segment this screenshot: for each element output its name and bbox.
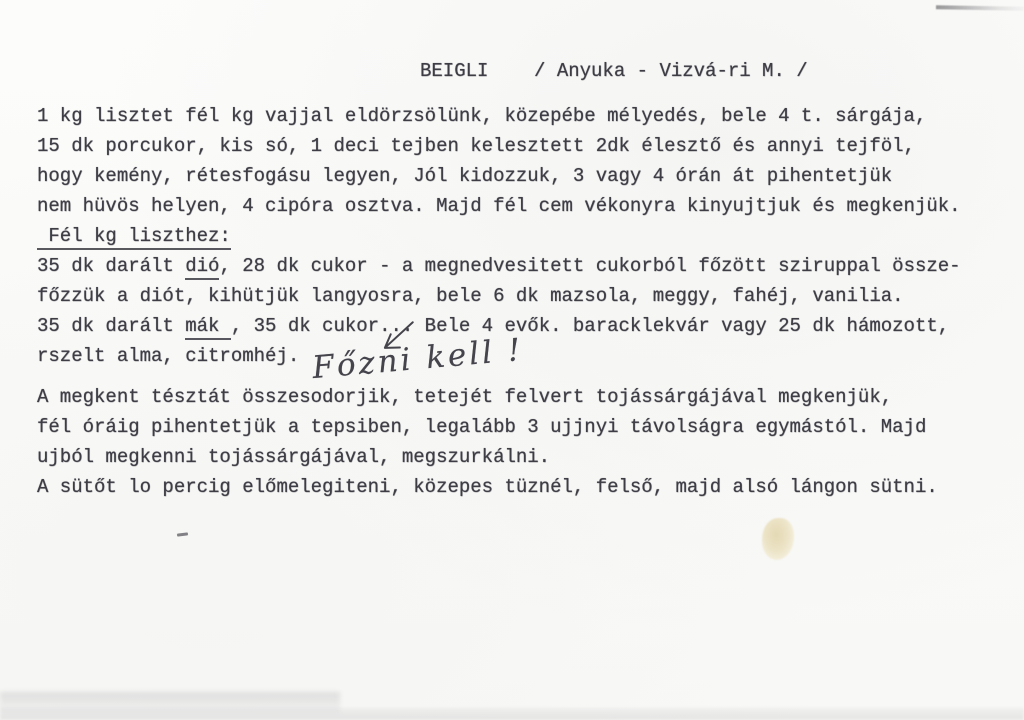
text-line [0,472,1024,502]
pen-dash-mark [177,532,188,536]
text-line [0,131,1024,161]
text-line [0,442,1024,472]
text-segment: A sütőt lo percig előmelegiteni, közepes tüznél, felső, majd alsó lángon sütni. [37,476,938,498]
text-segment: főzzük a diót, kihütjük langyosra, bele 6 dk mazsola, meggy, fahéj, vanilia. [37,285,904,307]
text-segment: , 35 dk cukor... Bele 4 evők. baracklekvár vagy 25 dk hámozott, [230,315,950,337]
handwritten-arrow-icon [367,319,423,354]
text-line [0,101,1024,131]
text-segment: rszelt alma, citromhéj. [37,345,300,367]
text-line [0,251,1024,281]
text-line [0,382,1024,412]
text-line [0,412,1024,442]
text-segment: ujból megkenni tojássárgájával, megszurkálni. [37,446,551,468]
text-line [0,191,1024,221]
text-segment: fél óráig pihentetjük a tepsiben, legalább 3 ujjnyi távolságra egymástól. Majd [37,416,927,438]
text-line [0,281,1024,311]
section-heading [0,221,1024,251]
text-segment: 35 dk darált [37,255,186,277]
text-segment: nem hüvös helyen, 4 cipóra osztva. Majd fél cem vékonyra kinyujtjuk és megkenjük. [37,195,961,217]
scan-shadow-bottom-left [0,692,340,714]
scan-smudge-top-right [936,5,1024,11]
text-segment: , 28 dk cukor - a megnedvesitett cukorból főzött sziruppal össze- [219,255,961,277]
text-segment: 15 dk porcukor, kis só, 1 deci tejben kelesztett 2dk élesztő és annyi tejföl, [37,135,915,157]
text-segment: hogy kemény, rétesfogásu legyen, Jól kidozzuk, 3 vagy 4 órán át pihentetjük [37,165,893,187]
typewritten-text-block [0,56,1024,502]
text-segment: A megkent tésztát összesodorjik, tetejét felvert tojássárgájával megkenjük, [37,386,893,408]
text-segment: BEIGLI / Anyuka - Vizvá-ri M. / [420,60,808,82]
scan-shadow-bottom-edge [0,708,1024,720]
text-line [0,161,1024,191]
recipe-title-line [0,56,1024,86]
text-segment: 1 kg lisztet fél kg vajjal eldörzsölünk, közepébe mélyedés, bele 4 t. sárgája, [37,105,927,127]
underlined-term: mák [185,315,231,340]
underlined-term: Fél kg liszthez: [37,225,231,250]
underlined-term: dió [185,255,219,280]
handwritten-note-text: Főzni kell ! [310,331,525,387]
paper-stain [762,518,794,560]
text-segment: 35 dk darált [37,315,186,337]
